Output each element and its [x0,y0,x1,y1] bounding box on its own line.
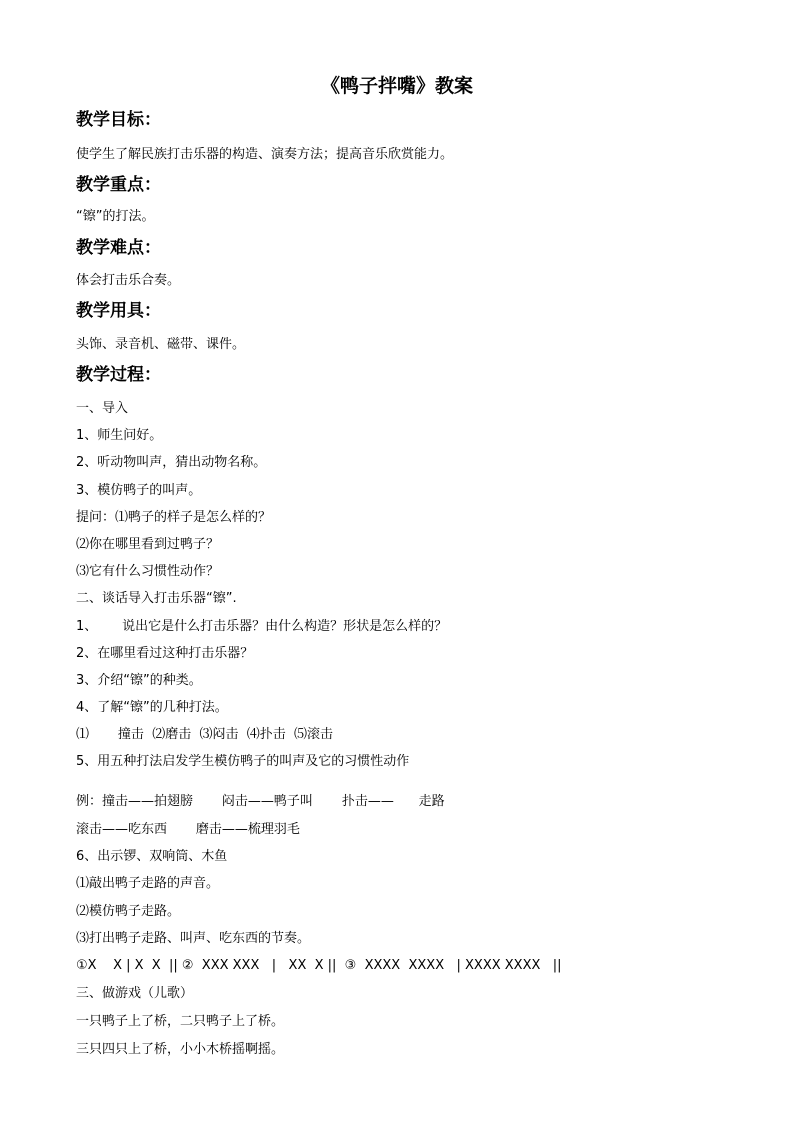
goal-text: 使学生了解民族打击乐器的构造、演奏方法；提高音乐欣赏能力。 [76,147,454,162]
question-1: 提问：⑴鸭子的样子是怎么样的？ [76,510,272,525]
strike-methods: ⑴ 撞击 ⑵磨击 ⑶闷击 ⑷扑击 ⑸滚击 [76,727,333,742]
rhythm-notation: ①X X | X X || ② XXX XXX | XX X || ③ XXXX XXXX | XXXX XXXX || [76,958,562,973]
step-2-6: 6、出示锣、双响筒、木鱼 [76,849,228,864]
part1-heading: 一、导入 [76,401,129,416]
step-2-2: 2、在哪里看过这种打击乐器？ [76,646,254,661]
step-2-4: 4、了解“镲”的几种打法。 [76,700,228,715]
part2-heading: 二、谈话导入打击乐器“镲”. [76,591,237,606]
step-2-6-2: ⑵模仿鸭子走路。 [76,904,181,919]
tools-heading: 教学用具： [76,301,161,321]
difficulty-heading: 教学难点： [76,238,161,258]
part3-heading: 三、做游戏（儿歌） [76,986,194,1001]
example-line-2: 滚击——吃东西 磨击——梳理羽毛 [76,822,300,837]
step-2-3: 3、介绍“镲”的种类。 [76,673,202,688]
step-2-5: 5、用五种打法启发学生模仿鸭子的叫声及它的习惯性动作 [76,754,410,769]
question-2: ⑵你在哪里看到过鸭子？ [76,537,220,552]
song-line-2: 三只四只上了桥，小小木桥摇啊摇。 [76,1042,285,1057]
step-2-6-3: ⑶打出鸭子走路、叫声、吃东西的节奏。 [76,931,311,946]
song-line-1: 一只鸭子上了桥，二只鸭子上了桥。 [76,1014,285,1029]
step-2-1: 1、 说出它是什么打击乐器？由什么构造？形状是怎么样的？ [76,619,448,634]
tools-text: 头饰、录音机、磁带、课件。 [76,337,246,352]
step-1-1: 1、师生问好。 [76,428,163,443]
goal-heading: 教学目标： [76,110,161,130]
step-1-3: 3、模仿鸭子的叫声。 [76,483,202,498]
focus-text: “镲”的打法。 [76,209,155,224]
process-heading: 教学过程： [76,365,161,385]
step-1-2: 2、听动物叫声，猜出动物名称。 [76,455,267,470]
focus-heading: 教学重点： [76,175,161,195]
example-line-1: 例：撞击——拍翅膀 闷击——鸭子叫 扑击—— 走路 [76,794,445,809]
question-3: ⑶它有什么习惯性动作？ [76,564,220,579]
difficulty-text: 体会打击乐合奏。 [76,273,181,288]
step-2-6-1: ⑴敲出鸭子走路的声音。 [76,876,220,891]
page-title: 《鸭子拌嘴》教案 [320,75,473,97]
